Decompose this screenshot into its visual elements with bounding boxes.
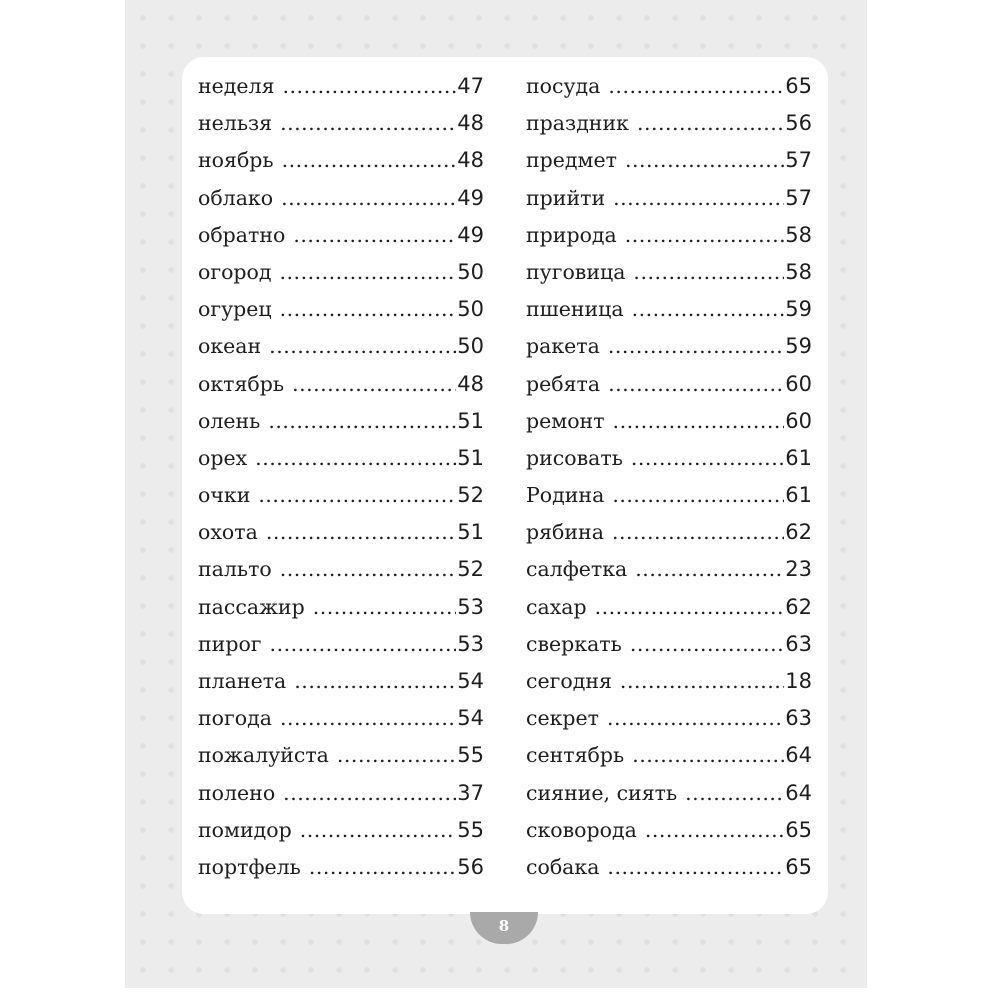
dot-leader [608, 328, 784, 365]
dot-leader [281, 180, 456, 217]
index-entry-page-number: 18 [785, 669, 812, 693]
index-entry [198, 514, 484, 551]
index-entry-word: Родина [526, 483, 605, 508]
index-entry [526, 403, 812, 440]
index-entry-page-number: 57 [785, 185, 812, 210]
index-entry [526, 589, 812, 626]
index-entry [526, 626, 812, 663]
dot-leader [309, 849, 456, 886]
dot-leader [637, 105, 784, 142]
index-entry [198, 142, 484, 179]
index-entry-word: сегодня [526, 669, 612, 693]
index-entry [526, 737, 812, 774]
dot-leader [612, 477, 784, 514]
dot-leader [280, 291, 457, 328]
index-entry [198, 551, 484, 588]
dot-leader [269, 328, 456, 365]
dot-leader [608, 68, 784, 105]
dot-leader [258, 477, 456, 514]
index-entry [526, 477, 812, 514]
index-entry-page-number: 50 [457, 259, 484, 284]
index-entry-page-number: 50 [457, 297, 484, 322]
dot-leader [632, 737, 784, 774]
index-entry-word: сковорода [526, 817, 637, 842]
index-entry [526, 366, 812, 403]
dot-leader [337, 737, 456, 774]
index-entry [526, 142, 812, 179]
dot-leader [613, 180, 784, 217]
dot-leader [280, 254, 457, 291]
index-entry-word: охота [198, 520, 258, 545]
index-entry [198, 440, 484, 477]
index-entry [198, 775, 484, 812]
index-entry-page-number: 23 [785, 557, 812, 582]
index-entry-page-number: 56 [785, 111, 812, 136]
dot-leader [292, 366, 456, 403]
dot-leader [280, 105, 456, 142]
dot-leader [620, 663, 784, 700]
index-entry-word: огород [198, 259, 272, 284]
index-entry-page-number: 64 [785, 743, 812, 768]
index-entry-word: сияние, сиять [526, 780, 678, 805]
index-entry-page-number: 49 [457, 185, 484, 210]
index-entry-page-number: 55 [457, 743, 484, 768]
index-entry [198, 217, 484, 254]
index-entry [526, 180, 812, 217]
index-entry [198, 403, 484, 440]
dot-leader [270, 626, 457, 663]
index-entry-word: обратно [198, 222, 286, 247]
index-entry-word: очки [198, 483, 251, 508]
index-entry-page-number: 61 [785, 483, 812, 508]
index-entry [526, 551, 812, 588]
dot-leader [268, 403, 456, 440]
index-entry-word: облако [198, 185, 274, 210]
dot-leader [607, 849, 784, 886]
index-entry [526, 328, 812, 365]
index-entry [198, 812, 484, 849]
index-entry [526, 812, 812, 849]
index-entry-word: огурец [198, 297, 272, 322]
index-entry-word: прийти [526, 185, 606, 210]
dot-leader [266, 514, 456, 551]
index-entry-page-number: 48 [457, 371, 484, 396]
index-entry-word: праздник [526, 111, 629, 136]
index-entry-page-number: 51 [457, 408, 484, 433]
index-entry-word: ноябрь [198, 148, 274, 173]
dot-leader [645, 812, 784, 849]
index-entry-word: сахар [526, 594, 587, 619]
index-entry-word: океан [198, 334, 262, 359]
index-entry-page-number: 51 [457, 520, 484, 545]
index-entry-word: собака [526, 854, 600, 879]
dot-leader [635, 551, 784, 588]
index-entry-word: пожалуйста [198, 743, 329, 768]
index-entry-word: пальто [198, 557, 272, 582]
index-entry-page-number: 52 [457, 557, 484, 582]
dot-leader [612, 514, 784, 551]
index-entry-page-number: 51 [457, 445, 484, 470]
index-entry-page-number: 47 [457, 74, 484, 98]
index-entry-word: рябина [526, 520, 604, 545]
index-entry [198, 589, 484, 626]
index-entry [526, 700, 812, 737]
dot-leader [294, 663, 456, 700]
index-entry-page-number: 48 [457, 148, 484, 173]
index-entry-page-number: 58 [785, 259, 812, 284]
index-entry [526, 291, 812, 328]
index-entry [198, 626, 484, 663]
index-entry-page-number: 54 [457, 669, 484, 693]
index-entry-page-number: 57 [785, 148, 812, 173]
index-entry-word: сверкать [526, 631, 622, 656]
index-entry-word: ракета [526, 334, 600, 359]
index-entry-page-number: 55 [457, 817, 484, 842]
index-entry-word: олень [198, 408, 261, 433]
index-entry [198, 180, 484, 217]
index-entry [198, 700, 484, 737]
dot-leader [625, 217, 785, 254]
index-entry-page-number: 59 [785, 334, 812, 359]
index-entry [526, 849, 812, 886]
index-entry [198, 105, 484, 142]
index-entry [198, 254, 484, 291]
index-entry-page-number: 61 [785, 445, 812, 470]
index-entry-page-number: 62 [785, 520, 812, 545]
index-entry-word: природа [526, 222, 617, 247]
index-entry-word: ребята [526, 371, 601, 396]
index-entry-page-number: 62 [785, 594, 812, 619]
index-entry-word: орех [198, 445, 248, 470]
dot-leader [608, 366, 784, 403]
index-entry-word: сентябрь [526, 743, 625, 768]
index-entry-word: полено [198, 780, 276, 805]
index-entry-page-number: 48 [457, 111, 484, 136]
index-column-right [526, 68, 812, 886]
index-entry-page-number: 56 [457, 854, 484, 879]
index-entry-word: рисовать [526, 445, 623, 470]
index-entry-word: пшеница [526, 297, 624, 322]
index-entry-page-number: 52 [457, 483, 484, 508]
index-entry [198, 849, 484, 886]
index-entry-page-number: 50 [457, 334, 484, 359]
index-entry-page-number: 65 [785, 817, 812, 842]
dot-leader [280, 551, 457, 588]
index-entry [198, 328, 484, 365]
dot-leader [280, 700, 456, 737]
index-entry-page-number: 60 [785, 408, 812, 433]
page-number-badge: 8 [470, 912, 538, 944]
index-entry-word: помидор [198, 817, 292, 842]
index-entry-page-number: 53 [457, 594, 484, 619]
index-entry [198, 663, 484, 700]
dot-leader [632, 291, 785, 328]
index-entry-word: салфетка [526, 557, 628, 582]
index-entry [198, 477, 484, 514]
dot-leader [631, 440, 784, 477]
dot-leader [283, 775, 456, 812]
dot-leader [283, 68, 457, 105]
index-entry-word: посуда [526, 74, 601, 98]
index-entry [198, 291, 484, 328]
index-entry [526, 514, 812, 551]
index-entry [526, 254, 812, 291]
index-entry [526, 775, 812, 812]
dot-leader [607, 700, 784, 737]
index-entry [198, 737, 484, 774]
index-entry-word: пуговица [526, 259, 626, 284]
dot-leader [595, 589, 785, 626]
index-entry [526, 663, 812, 700]
index-entry [526, 440, 812, 477]
index-entry-page-number: 53 [457, 631, 484, 656]
index-entry-word: секрет [526, 706, 600, 731]
index-entry-page-number: 60 [785, 371, 812, 396]
index-column-left [198, 68, 484, 886]
dot-leader [300, 812, 457, 849]
index-entry-page-number: 63 [785, 631, 812, 656]
dot-leader [630, 626, 784, 663]
dot-leader [625, 142, 784, 179]
dot-leader [282, 142, 457, 179]
index-entry-word: нельзя [198, 111, 273, 136]
index-entry-word: планета [198, 669, 287, 693]
index-entry [526, 68, 812, 105]
index-entry-page-number: 58 [785, 222, 812, 247]
index-entry-word: пирог [198, 631, 262, 656]
index-entry-word: погода [198, 706, 272, 731]
dot-leader [293, 217, 456, 254]
index-entry-page-number: 65 [785, 74, 812, 98]
dot-leader [313, 589, 457, 626]
index-entry-page-number: 37 [457, 780, 484, 805]
index-entry-page-number: 65 [785, 854, 812, 879]
index-entry-word: пассажир [198, 594, 305, 619]
index-entry [526, 217, 812, 254]
index-entry-word: октябрь [198, 371, 285, 396]
index-entry-word: портфель [198, 854, 301, 879]
index-entry [526, 105, 812, 142]
index-entry-page-number: 64 [785, 780, 812, 805]
index-entry-page-number: 49 [457, 222, 484, 247]
index-entry [198, 366, 484, 403]
index-entry-word: предмет [526, 148, 617, 173]
index-entry [198, 68, 484, 105]
dot-leader [613, 403, 785, 440]
index-entry-word: ремонт [526, 408, 605, 433]
index-entry-page-number: 63 [785, 706, 812, 731]
dot-leader [685, 775, 784, 812]
index-entry-page-number: 54 [457, 706, 484, 731]
index-entry-page-number: 59 [785, 297, 812, 322]
dot-leader [255, 440, 456, 477]
dot-leader [633, 254, 784, 291]
index-entry-word: неделя [198, 74, 275, 98]
